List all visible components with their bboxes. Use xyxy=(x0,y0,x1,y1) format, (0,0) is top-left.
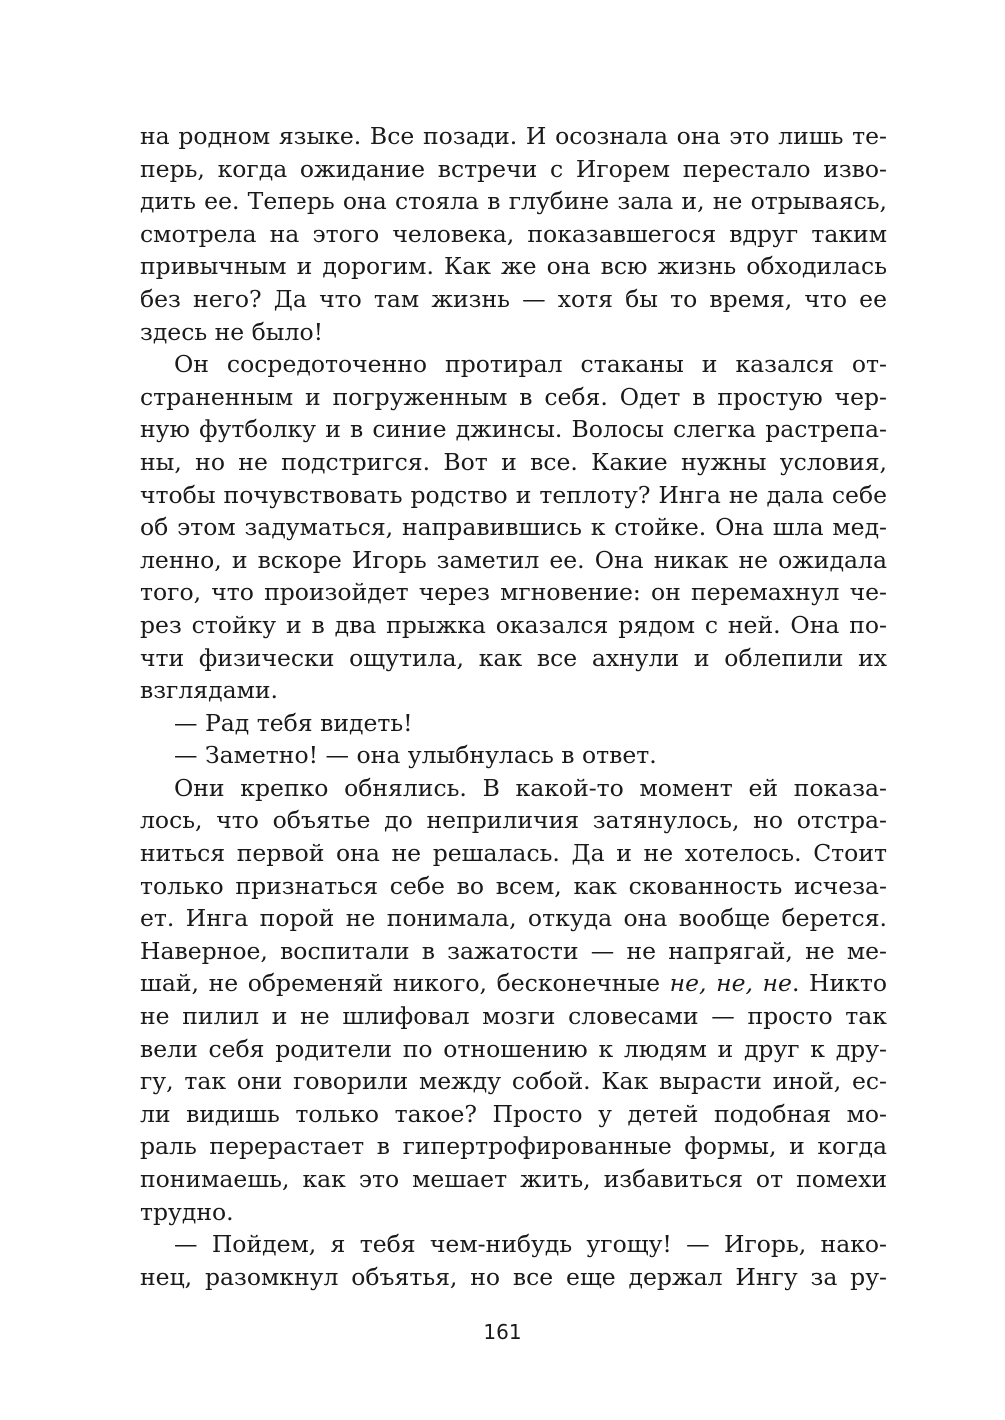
text-line: — Пойдем, я тебя чем-нибудь угощу! — Игорь, нако- xyxy=(174,1230,887,1259)
text-line: только признаться себе во всем, как скованность исчеза- xyxy=(140,871,887,900)
text-line: на родном языке. Все позади. И осознала она это лишь те- xyxy=(140,122,887,150)
text-line: шай, не обременяй никого, бесконечные не, не, не. Никто xyxy=(140,969,887,998)
text-line: чтобы почувствовать родство и теплоту? Инга не дала себе xyxy=(140,480,887,509)
text-line: взглядами. xyxy=(140,676,279,705)
text-line: привычным и дорогим. Как же она всю жизнь обходилась xyxy=(140,252,887,281)
text-line: ниться первой она не решалась. Да и не хотелось. Стоит xyxy=(140,839,887,868)
text-line: ны, но не подстригся. Вот и все. Какие нужны условия, xyxy=(140,447,887,476)
text-line: без него? Да что там жизнь — хотя бы то время, что ее xyxy=(140,284,887,313)
emphasis: не, не, не xyxy=(669,969,792,998)
text-line: лось, что объятье до неприличия затянулось, но отстра- xyxy=(140,806,887,835)
text-line: ную футболку и в синие джинсы. Волосы слегка растрепа- xyxy=(140,415,887,444)
paragraph xyxy=(140,120,887,348)
text-line: об этом задуматься, направившись к стойке. Она шла мед- xyxy=(140,513,887,542)
text-line: гу, так они говорили между собой. Как вырасти иной, ес- xyxy=(140,1067,887,1096)
text-line: чти физически ощутила, как все ахнули и облепили их xyxy=(140,643,887,672)
text-line: вели себя родители по отношению к людям и друг к дру- xyxy=(140,1034,887,1063)
paragraph xyxy=(140,707,887,740)
text-line: здесь не было! xyxy=(140,317,324,346)
text-line: страненным и погруженным в себя. Одет в простую чер- xyxy=(140,382,887,411)
paragraph xyxy=(140,348,887,707)
paragraph xyxy=(140,772,887,1228)
body-text xyxy=(140,120,887,1293)
text-line: — Рад тебя видеть! xyxy=(174,708,413,737)
text-line: Он сосредоточенно протирал стаканы и казался от- xyxy=(174,350,887,379)
text-line: Наверное, воспитали в зажатости — не напрягай, не ме- xyxy=(140,936,887,965)
text-line: перь, когда ожидание встречи с Игорем перестало изво- xyxy=(140,154,887,183)
text-line: не пилил и не шлифовал мозги словесами — просто так xyxy=(140,1002,887,1031)
text-line: дить ее. Теперь она стояла в глубине зала и, не отрываясь, xyxy=(140,187,887,216)
text-line: ли видишь только такое? Просто у детей подобная мо- xyxy=(140,1099,887,1128)
text-line: понимаешь, как это мешает жить, избавиться от помехи xyxy=(140,1165,887,1193)
paragraph xyxy=(140,739,887,772)
text-line: нец, разомкнул объятья, но все еще держал Ингу за ру- xyxy=(140,1262,887,1291)
text-line: смотрела на этого человека, показавшегося вдруг таким xyxy=(140,219,887,248)
text-line: — Заметно! — она улыбнулась в ответ. xyxy=(174,741,657,770)
paragraph xyxy=(140,1228,887,1293)
text-line: ленно, и вскоре Игорь заметил ее. Она никак не ожидала xyxy=(140,545,887,574)
text-line: трудно. xyxy=(140,1197,234,1226)
text-line: раль перерастает в гипертрофированные формы, и когда xyxy=(140,1132,887,1161)
text-line: Они крепко обнялись. В какой-то момент ей показа- xyxy=(174,773,887,802)
text-line: ет. Инга порой не понимала, откуда она вообще берется. xyxy=(140,904,887,933)
page-number: 161 xyxy=(483,1320,522,1344)
text-line: рез стойку и в два прыжка оказался рядом с ней. Она по- xyxy=(140,610,887,639)
text-line: того, что произойдет через мгновение: он перемахнул че- xyxy=(140,578,887,607)
